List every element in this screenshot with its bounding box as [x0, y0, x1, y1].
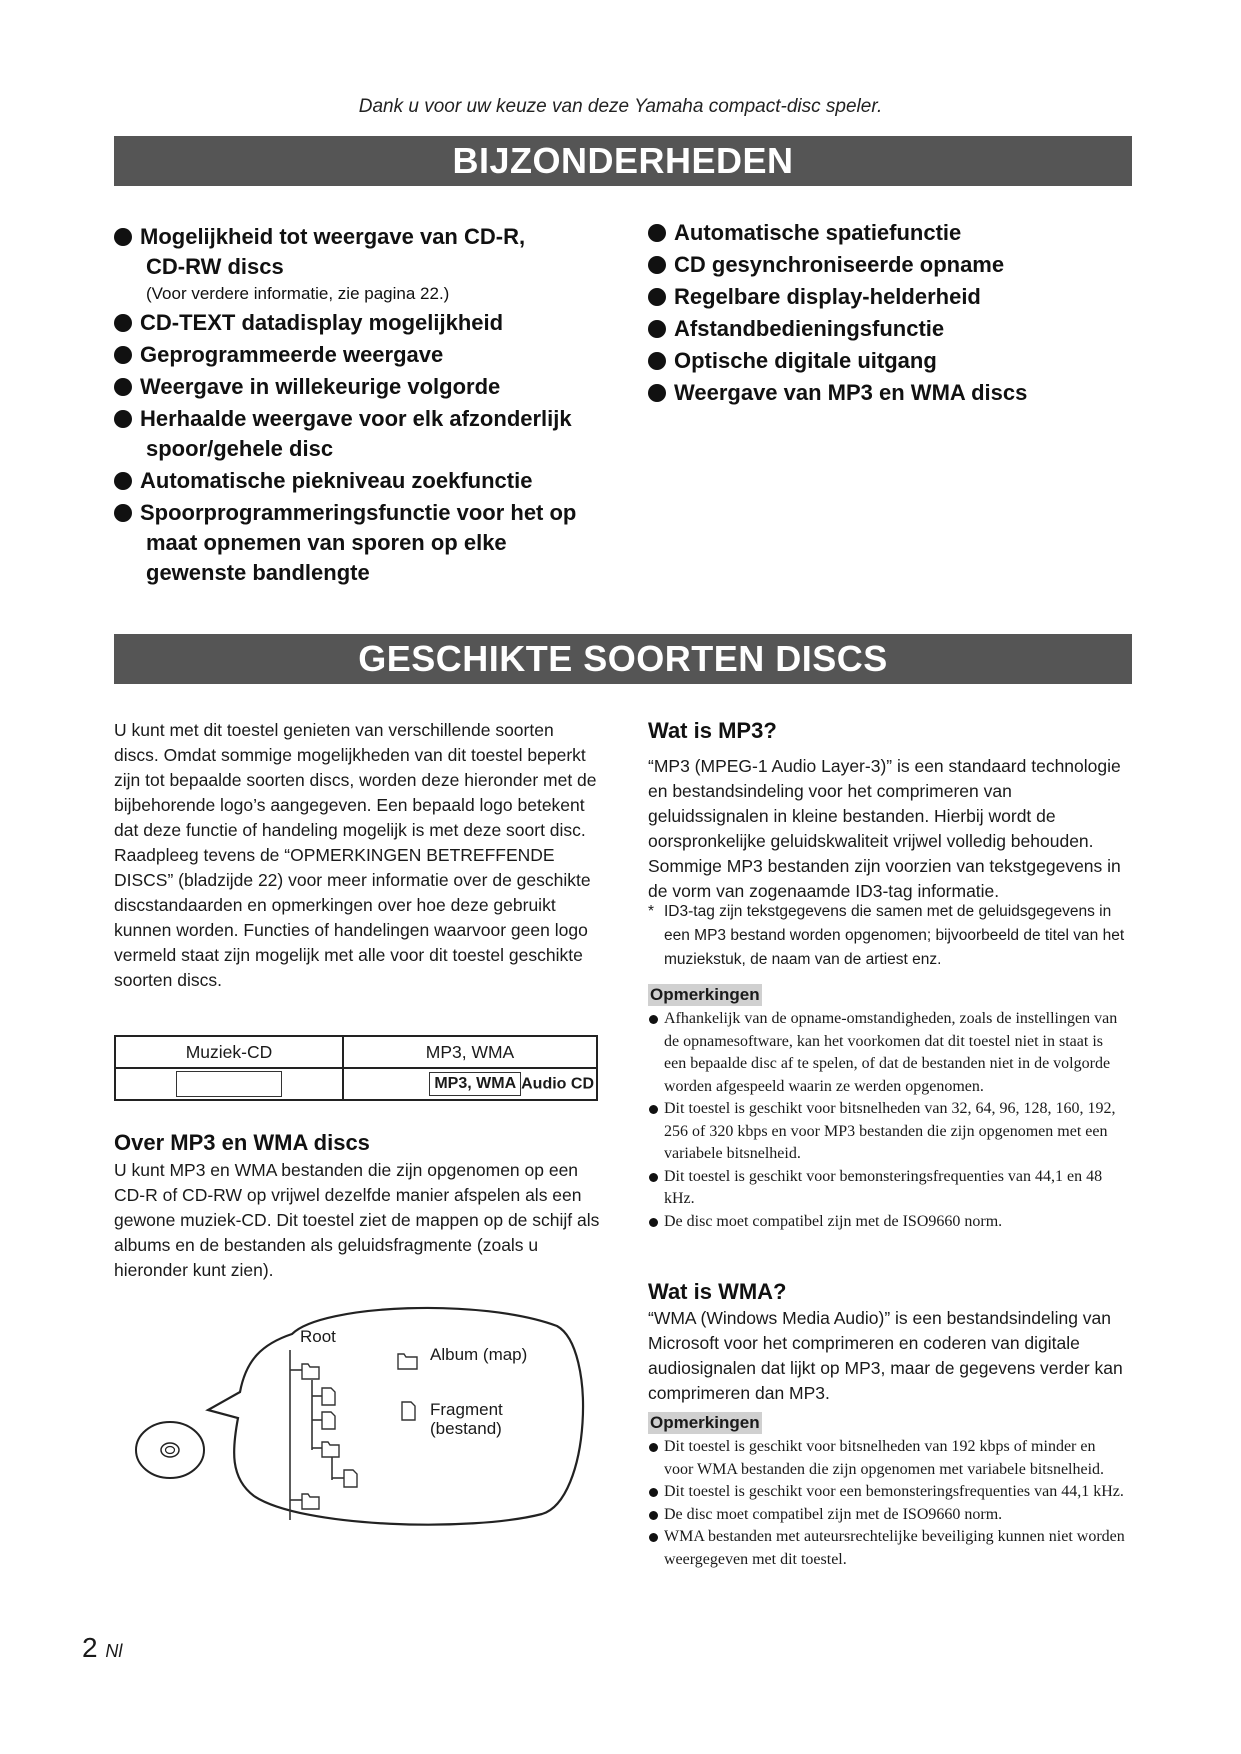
mp3-notes: [648, 984, 1126, 1233]
list-item: Dit toestel is geschikt voor bemonsteringsfrequenties van 44,1 en 48 kHz.: [648, 1166, 1126, 1211]
intro-text: Dank u voor uw keuze van deze Yamaha compact-disc speler.: [358, 96, 883, 117]
file-icon: [322, 1412, 335, 1429]
discs-intro-paragraph: U kunt met dit toestel genieten van verschillende soorten discs. Omdat sommige mogelijkheden van dit toestel beperkt zijn tot bepaalde soorten discs, worden deze hieronder met de bijbehorende logo’s aangegeven. Een bepaald logo betekent dat deze functie of handeling mogelijk is met deze soort disc. Raadpleeg tevens de “OPMERKINGEN BETREFFENDE DISCS” (bladzijde 22) voor meer informatie over de geschikte discstandaarden en opmerkingen over hoe deze gebruikt kunnen worden. Functies of handelingen waarvoor geen logo vermeld staat zijn mogelijk met alle voor dit toestel geschikte soorten discs.: [114, 720, 597, 990]
notes-label: Opmerkingen: [650, 985, 760, 1004]
mp3-footnote: * ID3-tag zijn tekstgegevens die samen met de geluidsgegevens in een MP3 bestand worden opgenomen; bijvoorbeeld de titel van het muziekstuk, de naam van de artiest enz.: [648, 900, 1128, 972]
feature-item: Weergave in willekeurige volgorde: [114, 372, 654, 402]
bullet-icon: [648, 256, 666, 274]
bullet-icon: [114, 472, 132, 490]
list-item: De disc moet compatibel zijn met de ISO9660 norm.: [648, 1504, 1126, 1527]
mp3-wma-logo: MP3, WMA: [429, 1072, 521, 1096]
list-item: Dit toestel is geschikt voor bitsnelheden van 32, 64, 96, 128, 160, 192, 256 of 320 kbps en voor MP3 bestanden die zijn opgenomen met een variabele bitsnelheid.: [648, 1098, 1126, 1166]
bullet-icon: [648, 320, 666, 338]
language-code: Nl: [105, 1641, 123, 1661]
cd-disc-icon: [136, 1422, 204, 1478]
feature-item: Afstandbedieningsfunctie: [648, 314, 1118, 344]
feature-item: Geprogrammeerde weergave: [114, 340, 654, 370]
list-item: De disc moet compatibel zijn met de ISO9660 norm.: [648, 1211, 1126, 1234]
bullet-icon: [648, 384, 666, 402]
file-icon: [322, 1388, 335, 1405]
folder-structure-diagram: [112, 1300, 592, 1530]
list-item: Dit toestel is geschikt voor bitsnelheden van 192 kbps of minder en voor WMA bestanden die zijn opgenomen met variabele bitsnelheid.: [648, 1436, 1126, 1481]
section-title-bijzonderheden: BIJZONDERHEDEN: [114, 136, 1132, 186]
table-header-muziek-cd: Muziek-CD: [115, 1036, 343, 1068]
bullet-icon: [648, 288, 666, 306]
heading-over-mp3-wma: Over MP3 en WMA discs: [114, 1130, 370, 1155]
notes-list: [648, 1436, 1126, 1571]
bullet-icon: [114, 228, 132, 246]
disc-type-table: [114, 1035, 598, 1101]
bullet-icon: [114, 346, 132, 364]
bullet-icon: [114, 378, 132, 396]
compact-disc-logo: [176, 1071, 282, 1097]
legend-folder-icon: [398, 1354, 417, 1369]
mp3-text: “MP3 (MPEG-1 Audio Layer-3)” is een standaard technologie en bestandsindeling voor het comprimeren van geluidssignalen in kleine bestanden. Hierbij wordt de oorspronkelijke geluidskwaliteit vrijwel volledig behouden. Sommige MP3 bestanden zijn voorzien van tekstgegevens in de vorm van zogenaamde ID3-tag informatie.: [648, 756, 1121, 901]
table-cell-mp3-wma-logo: [343, 1068, 597, 1100]
feature-list-right: [648, 218, 1118, 410]
table-header-mp3-wma: MP3, WMA: [343, 1036, 597, 1068]
feature-item: Automatische spatiefunctie: [648, 218, 1118, 248]
notes-list: [648, 1008, 1126, 1233]
feature-item: Spoorprogrammeringsfunctie voor het op maat opnemen van sporen op elke gewenste bandlengte: [114, 498, 654, 588]
diagram-album-label: Album (map): [430, 1345, 528, 1364]
bullet-icon: [648, 352, 666, 370]
speech-bubble-outline: [208, 1308, 583, 1525]
table-cell-muziek-cd-logo: [115, 1068, 343, 1100]
feature-item: Regelbare display-helderheid: [648, 282, 1118, 312]
file-icon: [344, 1470, 357, 1487]
feature-item: CD gesynchroniseerde opname: [648, 250, 1118, 280]
feature-item: Weergave van MP3 en WMA discs: [648, 378, 1118, 408]
wma-notes: [648, 1412, 1126, 1571]
legend-file-icon: [402, 1402, 415, 1420]
feature-item: Optische digitale uitgang: [648, 346, 1118, 376]
folder-icon: [302, 1364, 319, 1379]
folder-icon: [322, 1442, 339, 1457]
list-item: Dit toestel is geschikt voor een bemonsteringsfrequenties van 44,1 kHz.: [648, 1481, 1126, 1504]
heading-wat-is-wma: Wat is WMA?: [648, 1279, 787, 1304]
list-item: Afhankelijk van de opname-omstandigheden, zoals de instellingen van de opnamesoftware, kan het voorkomen dat dit toestel niet in staat is een bepaalde disc af te spelen, of dat de bestanden niet in de volgorde worden afgespeeld waarin ze werden opgenomen.: [648, 1008, 1126, 1098]
bullet-icon: [114, 410, 132, 428]
list-item: WMA bestanden met auteursrechtelijke beveiliging kunnen niet worden weergegeven met dit toestel.: [648, 1526, 1126, 1571]
feature-item: CD-TEXT datadisplay mogelijkheid: [114, 308, 654, 338]
feature-item: Herhaalde weergave voor elk afzonderlijk spoor/gehele disc: [114, 404, 654, 464]
folder-icon: [302, 1494, 319, 1509]
page-number: 2 Nl: [82, 1632, 123, 1663]
audio-cd-logo-text: Audio CD: [521, 1075, 594, 1093]
diagram-fragment-label: Fragment (bestand): [430, 1400, 503, 1438]
notes-label: Opmerkingen: [650, 1413, 760, 1432]
over-mp3-wma-text: U kunt MP3 en WMA bestanden die zijn opgenomen op een CD-R of CD-RW op vrijwel dezelfde manier afspelen als een gewone muziek-CD. Dit toestel ziet de mappen op de schijf als albums en de bestanden als geluidsfragmente (zoals u hieronder kunt zien).: [114, 1160, 600, 1280]
feature-item: Mogelijkheid tot weergave van CD-R, CD-RW discs (Voor verdere informatie, zie pagina 22.): [114, 222, 654, 306]
bullet-icon: [648, 224, 666, 242]
feature-list-left: [114, 222, 654, 590]
diagram-root-label: Root: [300, 1327, 336, 1346]
section-title-discs: GESCHIKTE SOORTEN DISCS: [114, 634, 1132, 684]
footnote-mark: *: [648, 903, 655, 920]
bullet-icon: [114, 504, 132, 522]
wma-text: “WMA (Windows Media Audio)” is een bestandsindeling van Microsoft voor het comprimeren en coderen van digitale audiosignalen dat lijkt op MP3, maar de gegevens verder kan comprimeren dan MP3.: [648, 1308, 1123, 1403]
heading-wat-is-mp3: Wat is MP3?: [648, 718, 777, 743]
feature-item: Automatische piekniveau zoekfunctie: [114, 466, 654, 496]
bullet-icon: [114, 314, 132, 332]
